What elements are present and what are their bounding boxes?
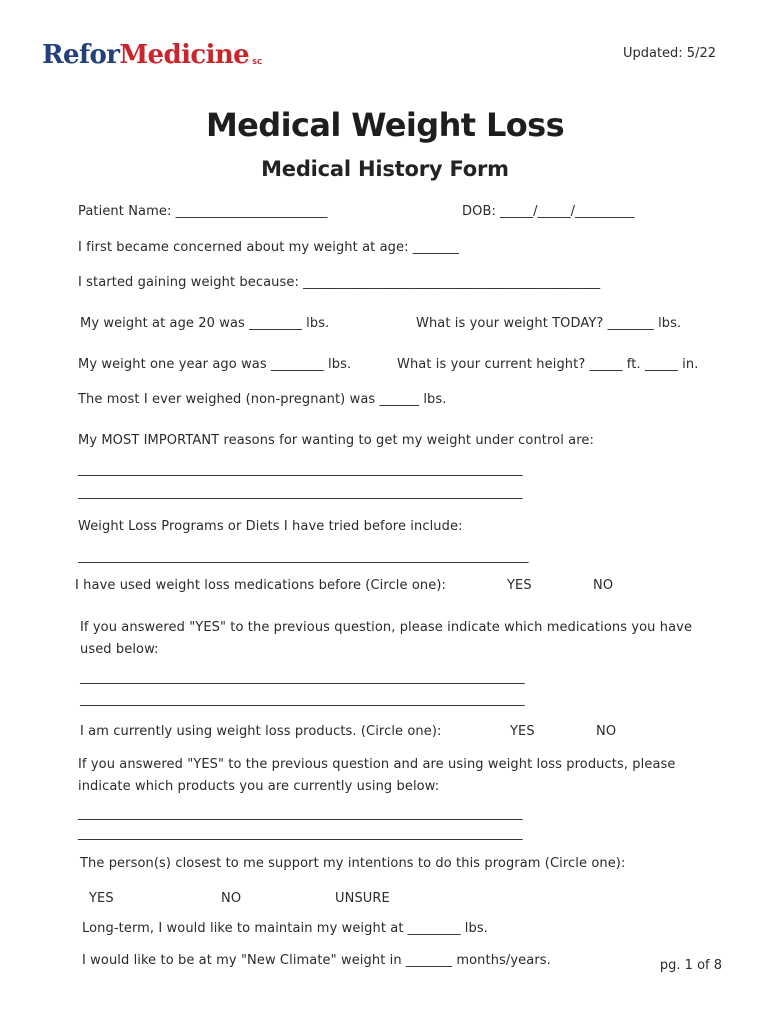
products-yes-instruction-1: If you answered "YES" to the previous question and are using weight loss products, please: [78, 757, 676, 772]
support-unsure-option[interactable]: UNSURE: [335, 891, 390, 906]
logo-text-b: Medicine: [119, 40, 250, 70]
dob-field[interactable]: DOB: _____/_____/_________: [462, 204, 635, 219]
new-climate-field[interactable]: I would like to be at my "New Climate" weight in _______ months/years.: [82, 953, 551, 968]
reasons-line-2[interactable]: __________________________________________________________________________: [78, 485, 522, 500]
logo-suffix: SC: [252, 58, 263, 66]
patient-name-field[interactable]: Patient Name: _______________________: [78, 204, 328, 219]
weight-today-field[interactable]: What is your weight TODAY? _______ lbs.: [416, 316, 682, 331]
updated-date: Updated: 5/22: [622, 46, 716, 61]
programs-line[interactable]: ___________________________________________________________________________: [78, 549, 528, 564]
used-meds-label: I have used weight loss medications before (Circle one):: [75, 578, 446, 593]
maintain-weight-field[interactable]: Long-term, I would like to maintain my weight at ________ lbs.: [82, 921, 488, 936]
support-label: The person(s) closest to me support my intentions to do this program (Circle one):: [80, 856, 626, 871]
used-meds-yes-option[interactable]: YES: [507, 578, 532, 593]
programs-tried-label: Weight Loss Programs or Diets I have tried before include:: [78, 519, 463, 534]
weight-at-20-field[interactable]: My weight at age 20 was ________ lbs.: [80, 316, 330, 331]
meds-line-1[interactable]: __________________________________________________________________________: [80, 670, 524, 685]
products-line-1[interactable]: __________________________________________________________________________: [78, 806, 522, 821]
brand-logo: [42, 42, 262, 68]
using-products-yes-option[interactable]: YES: [510, 724, 535, 739]
weight-year-ago-field[interactable]: My weight one year ago was ________ lbs.: [78, 357, 352, 372]
used-meds-no-option[interactable]: NO: [593, 578, 614, 593]
current-height-field[interactable]: What is your current height? _____ ft. _____ in.: [397, 357, 699, 372]
support-no-option[interactable]: NO: [221, 891, 242, 906]
gaining-because-field[interactable]: I started gaining weight because: _____________________________________________: [78, 275, 601, 290]
meds-line-2[interactable]: __________________________________________________________________________: [80, 692, 524, 707]
meds-yes-instruction-1: If you answered "YES" to the previous question, please indicate which medications you have: [80, 620, 693, 635]
page-title: Medical Weight Loss: [205, 106, 565, 144]
page-number: pg. 1 of 8: [659, 958, 722, 973]
most-weighed-field[interactable]: The most I ever weighed (non-pregnant) was ______ lbs.: [78, 392, 447, 407]
using-products-no-option[interactable]: NO: [596, 724, 617, 739]
products-yes-instruction-2: indicate which products you are currently using below:: [78, 779, 440, 794]
important-reasons-label: My MOST IMPORTANT reasons for wanting to get my weight under control are:: [78, 433, 594, 448]
products-line-2[interactable]: __________________________________________________________________________: [78, 826, 522, 841]
meds-yes-instruction-2: used below:: [80, 642, 159, 657]
using-products-label: I am currently using weight loss products. (Circle one):: [80, 724, 442, 739]
support-yes-option[interactable]: YES: [89, 891, 114, 906]
reasons-line-1[interactable]: __________________________________________________________________________: [78, 462, 522, 477]
form-subtitle: Medical History Form: [261, 157, 509, 181]
concerned-age-field[interactable]: I first became concerned about my weight at age: _______: [78, 240, 459, 255]
logo-text-a: Refor: [42, 40, 120, 70]
